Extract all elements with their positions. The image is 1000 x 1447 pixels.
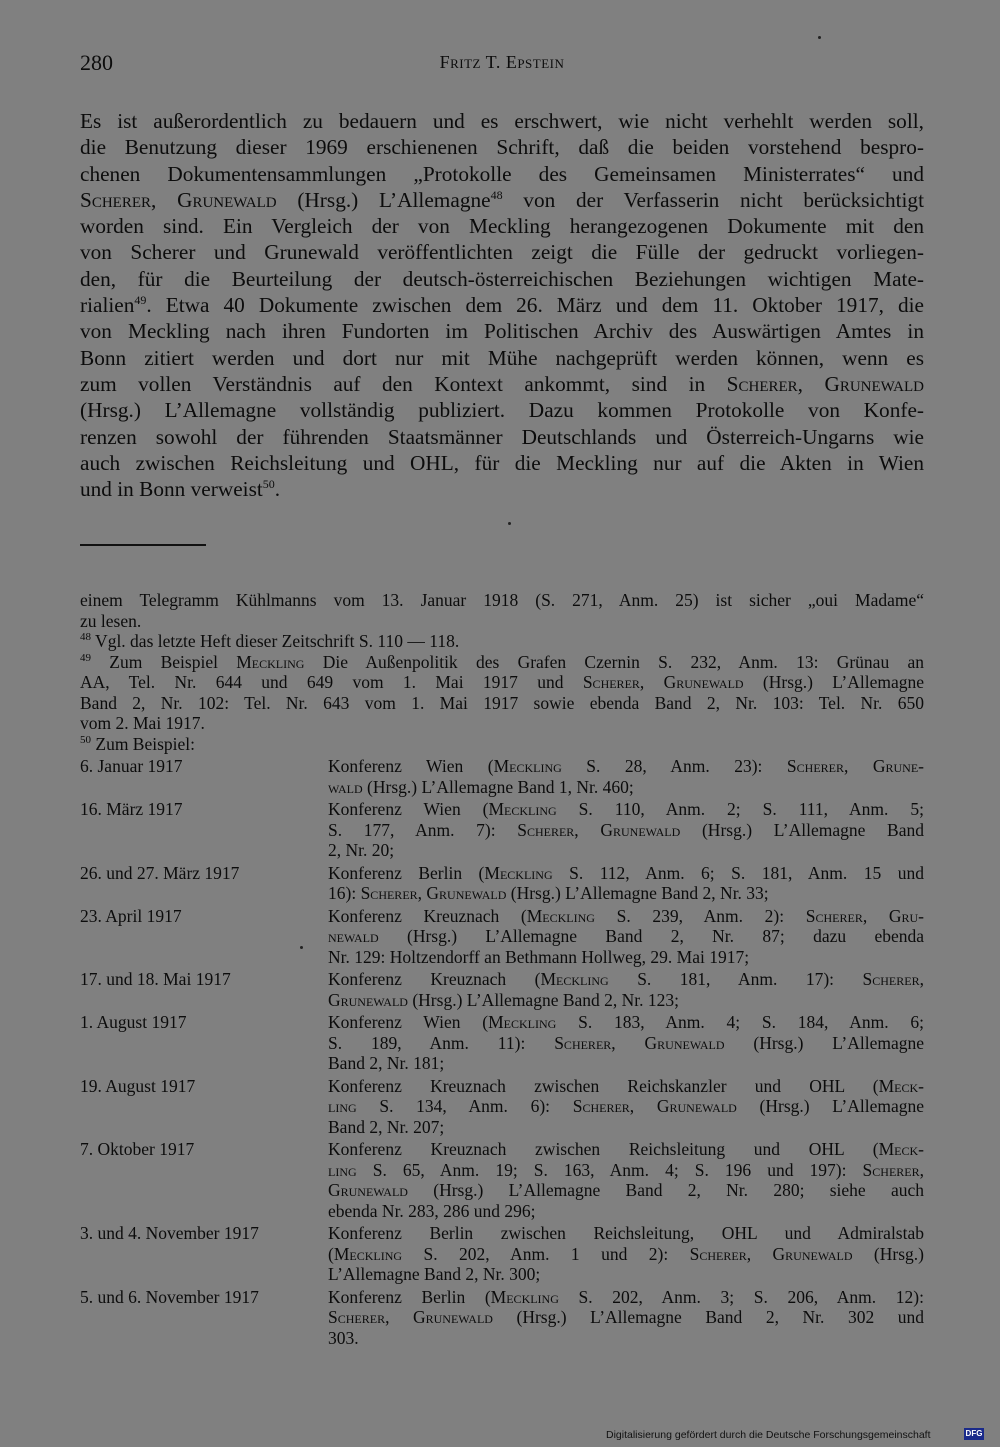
conference-description-line: Konferenz Wien (Meckling S. 183, Anm. 4; S. 184, Anm. 6; [328, 1012, 924, 1032]
conference-description-line: 16): Scherer, Grunewald (Hrsg.) L’Allemagne Band 2, Nr. 33; [328, 883, 769, 903]
conference-description-line: Konferenz Kreuznach zwischen Reichskanzler und OHL (Meck- [328, 1075, 924, 1096]
body-line: von Meckling nach ihren Fundorten im Politischen Archiv des Auswärtigen Amtes in [80, 319, 924, 344]
scan-speck [818, 36, 821, 39]
conference-entry [80, 799, 924, 861]
conference-description-line: Grunewald (Hrsg.) L’Allemagne Band 2, Nr. 280; siehe auch [328, 1180, 924, 1200]
author-smallcaps: Scherer, Grunewald [517, 819, 681, 840]
author-smallcaps: Scherer, Gru- [805, 905, 924, 926]
author-smallcaps: Scherer, Grunewald [360, 883, 507, 903]
conference-entry [80, 1287, 924, 1349]
conference-description [328, 863, 924, 904]
conference-date: 5. und 6. November 1917 [80, 1286, 259, 1307]
footnote-continuation: einem Telegramm Kühlmanns vom 13. Januar 1918 (S. 271, Anm. 25) ist sicher „oui Madame“ [80, 590, 924, 610]
footnote-ref-48: 48 [490, 187, 503, 202]
author-smallcaps: Scherer, Grunewald [554, 1032, 725, 1053]
footnote-49-line: vom 2. Mai 1917. [80, 713, 205, 733]
author-smallcaps: Scherer, Grunewald [572, 1096, 737, 1116]
conference-description [328, 1076, 924, 1138]
author-smallcaps: Meck- [878, 1139, 924, 1159]
conference-description [328, 1223, 924, 1285]
conference-description-line: ling S. 65, Anm. 19; S. 163, Anm. 4; S. 196 und 197): Scherer, [328, 1159, 924, 1180]
author-smallcaps: Meckling [493, 756, 562, 776]
author-smallcaps: newald [328, 926, 379, 946]
conference-description [328, 1287, 924, 1349]
conference-date: 19. August 1917 [80, 1075, 196, 1096]
conference-description-line: Grunewald (Hrsg.) L’Allemagne Band 2, Nr. 123; [328, 989, 680, 1010]
author-smallcaps: ling [328, 1159, 357, 1180]
conference-date: 26. und 27. März 1917 [80, 862, 240, 883]
conference-description-line: S. 189, Anm. 11): Scherer, Grunewald (Hrsg.) L’Allemagne [328, 1032, 924, 1053]
conference-description-line: Konferenz Berlin (Meckling S. 202, Anm. 3; S. 206, Anm. 12): [328, 1286, 924, 1307]
conference-description-line: Konferenz Wien (Meckling S. 110, Anm. 2; S. 111, Anm. 5; [328, 799, 924, 819]
conference-description-line: Konferenz Kreuznach zwischen Reichsleitung und OHL (Meck- [328, 1139, 924, 1159]
body-line: Bonn zitiert werden und dort nur mit Mühe nachgeprüft werden können, wenn es [80, 345, 924, 370]
conference-description-line: (Meckling S. 202, Anm. 1 und 2): Scherer, Grunewald (Hrsg.) [328, 1243, 924, 1264]
body-line: Es ist außerordentlich zu bedauern und es erschwert, wie nicht verhehlt werden soll, [80, 109, 924, 133]
author-smallcaps: Scherer, Grunewald [328, 1307, 493, 1327]
author-smallcaps: Grunewald [328, 989, 408, 1010]
author-smallcaps: Scherer, Grunewald [80, 187, 277, 212]
conference-entry [80, 1223, 924, 1285]
conference-date: 6. Januar 1917 [80, 756, 183, 776]
footnote-49-line: Band 2, Nr. 102: Tel. Nr. 643 vom 1. Mai 1917 sowie ebenda Band 2, Nr. 103: Tel. Nr. 650 [80, 692, 924, 713]
body-line: auch zwischen Reichsleitung und OHL, für die Meckling nur auf die Akten in Wien [80, 450, 924, 475]
body-line: renzen sowohl der führenden Staatsmänner Deutschlands und Österreich-Ungarns wie [80, 424, 924, 449]
body-line: von Scherer und Grunewald veröffentlichten zeigt die Fülle der gedruckt vorliegen- [80, 240, 924, 265]
body-line: die Benutzung dieser 1969 erschienenen Schrift, daß die beiden vorstehend bespro- [80, 135, 924, 160]
conference-description [328, 1139, 924, 1221]
conference-description [328, 799, 924, 861]
conference-description-line: L’Allemagne Band 2, Nr. 300; [328, 1264, 541, 1284]
author-smallcaps: ling [328, 1096, 357, 1116]
conference-description-line: Nr. 129: Holtzendorff an Bethmann Hollweg, 29. Mai 1917; [328, 946, 750, 967]
conference-date: 7. Oktober 1917 [80, 1139, 195, 1159]
conference-date: 3. und 4. November 1917 [80, 1223, 259, 1243]
author-smallcaps: Scherer, Grunewald [726, 371, 925, 396]
author-smallcaps: Meckling [488, 1012, 557, 1032]
body-line: rialien$^{49}$. Etwa 40 Dokumente zwischen dem 26. März und dem 11. Oktober 1917, die [80, 292, 924, 318]
author-smallcaps: Meckling [488, 799, 557, 819]
conference-list [80, 756, 924, 1348]
conference-description-line: Konferenz Wien (Meckling S. 28, Anm. 23): Scherer, Grune- [328, 756, 925, 776]
footnote-50: $^{50}$ Zum Beispiel: [80, 733, 196, 754]
conference-entry [80, 756, 924, 797]
footnote-ref-50: 50 [262, 477, 275, 492]
conference-description-line: Konferenz Kreuznach (Meckling S. 239, Anm. 2): Scherer, Gru- [328, 905, 924, 926]
conference-description [328, 756, 924, 797]
conference-description-line: S. 177, Anm. 7): Scherer, Grunewald (Hrsg.) L’Allemagne Band [328, 819, 924, 840]
author-smallcaps: Meck- [878, 1075, 924, 1096]
author-smallcaps: Scherer, [862, 1159, 924, 1180]
footnote-49: $^{49}$ Zum Beispiel Meckling Die Außenpolitik des Grafen Czernin S. 232, Anm. 13: Grünau an [80, 651, 924, 672]
footnote-continuation: zu lesen. [80, 610, 142, 631]
scan-speck [300, 946, 303, 949]
conference-date: 23. April 1917 [80, 905, 182, 926]
author-smallcaps: Scherer, [862, 969, 924, 989]
page-number: 280 [80, 50, 113, 75]
author-smallcaps: Scherer, Grunewald [689, 1243, 853, 1264]
body-line: worden sind. Ein Vergleich der von Meckling herangezogenen Dokumente mit den [80, 214, 924, 239]
running-head: Fritz T. Epstein [439, 52, 565, 72]
scan-speck [508, 522, 511, 525]
body-line: zum vollen Verständnis auf den Kontext ankommt, sind in Scherer, Grunewald [80, 371, 925, 396]
body-line: Scherer, Grunewald (Hrsg.) L’Allemagne$^{48}$ von der Verfasserin nicht berücksichtigt [80, 187, 924, 212]
conference-description-line: newald (Hrsg.) L’Allemagne Band 2, Nr. 87; dazu ebenda [328, 926, 924, 946]
conference-description-line: 303. [328, 1327, 359, 1348]
author-smallcaps: Meckling [540, 969, 609, 989]
conference-entry [80, 906, 924, 968]
conference-description-line: Konferenz Kreuznach (Meckling S. 181, Anm. 17): Scherer, [328, 969, 924, 989]
author-smallcaps: Grunewald [328, 1180, 408, 1200]
conference-entry [80, 1139, 924, 1221]
conference-entry [80, 863, 924, 904]
body-line: und in Bonn verweist$^{50}$. [80, 477, 281, 502]
conference-date: 1. August 1917 [80, 1012, 187, 1032]
conference-entry [80, 1076, 924, 1138]
digitization-credit: Digitalisierung gefördert durch die Deutsche Forschungsgemeinschaft [606, 1429, 931, 1441]
conference-description-line: ebenda Nr. 283, 286 und 296; [328, 1200, 536, 1221]
body-line: den, für die Beurteilung der deutsch-österreichischen Beziehungen wichtigen Mate- [80, 266, 924, 291]
body-line: (Hrsg.) L’Allemagne vollständig publiziert. Dazu kommen Protokolle von Konfe- [80, 398, 924, 423]
body-paragraph [80, 108, 924, 502]
conference-description-line: Konferenz Berlin (Meckling S. 112, Anm. 6; S. 181, Anm. 15 und [328, 862, 924, 883]
footnotes [80, 590, 924, 1348]
conference-date: 17. und 18. Mai 1917 [80, 969, 231, 989]
conference-description-line: Scherer, Grunewald (Hrsg.) L’Allemagne Band 2, Nr. 302 und [328, 1307, 924, 1327]
conference-date: 16. März 1917 [80, 799, 183, 819]
author-smallcaps: Meckling [484, 862, 553, 883]
conference-description-line: wald (Hrsg.) L’Allemagne Band 1, Nr. 460; [328, 776, 634, 797]
page-header [80, 50, 924, 78]
conference-description [328, 969, 924, 1010]
footnote-ref-49: 49 [134, 292, 147, 307]
author-smallcaps: Scherer, Grune- [786, 756, 925, 776]
author-smallcaps: Meckling [490, 1286, 559, 1307]
footnote-48: $^{48}$ Vgl. das letzte Heft dieser Zeitschrift S. 110 — 118. [80, 631, 460, 651]
conference-entry [80, 1012, 924, 1074]
body-line: chenen Dokumentensammlungen „Protokolle des Gemeinsamen Ministerrates“ und [80, 161, 924, 186]
dfg-logo: DFG [965, 1429, 983, 1438]
conference-description-line: ling S. 134, Anm. 6): Scherer, Grunewald (Hrsg.) L’Allemagne [328, 1096, 924, 1116]
conference-description-line: Band 2, Nr. 207; [328, 1116, 445, 1137]
conference-description-line: Band 2, Nr. 181; [328, 1053, 445, 1073]
author-smallcaps: wald [328, 776, 363, 797]
author-smallcaps: Meckling [526, 905, 595, 926]
conference-description-line: Konferenz Berlin zwischen Reichsleitung, OHL und Admiralstab [328, 1223, 924, 1243]
footnote-49-line: AA, Tel. Nr. 644 und 649 vom 1. Mai 1917 und Scherer, Grunewald (Hrsg.) L’Allemagne [80, 672, 924, 692]
footnote-divider [80, 544, 206, 546]
conference-description [328, 906, 924, 968]
author-smallcaps: Meckling [333, 1243, 403, 1264]
conference-description [328, 1012, 924, 1074]
conference-entry [80, 969, 924, 1010]
conference-description-line: 2, Nr. 20; [328, 840, 395, 860]
